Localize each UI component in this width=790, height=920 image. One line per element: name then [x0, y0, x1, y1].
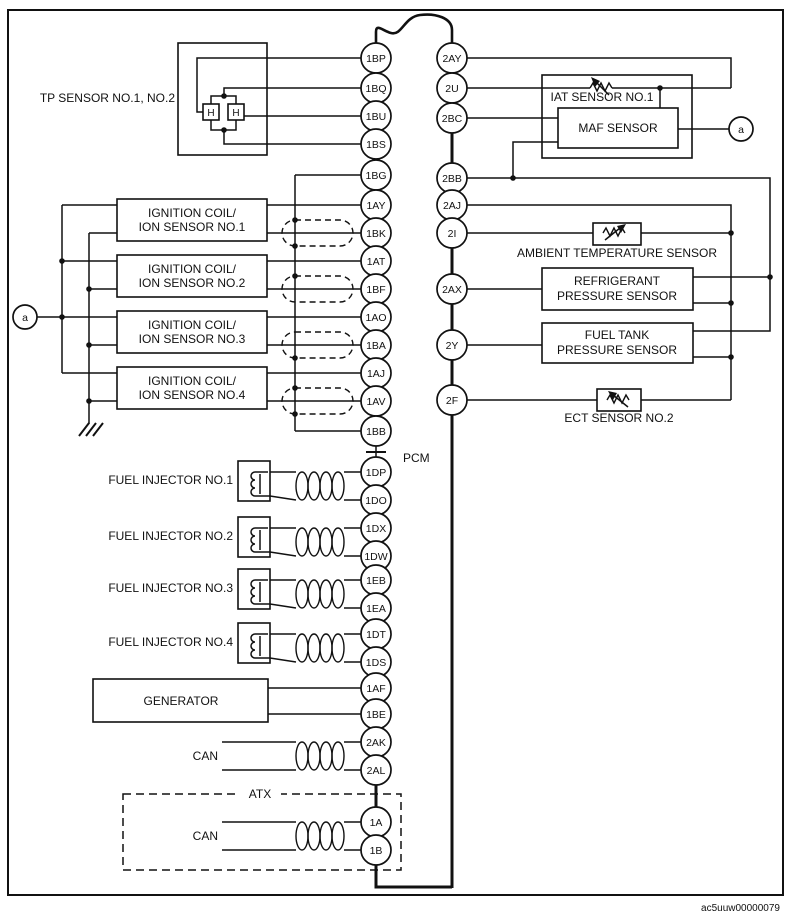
- svg-text:1AY: 1AY: [366, 200, 386, 212]
- ignition-coil-2-line2: ION SENSOR NO.2: [138, 276, 246, 290]
- ignition-coil-1-line2: ION SENSOR NO.1: [138, 220, 246, 234]
- can-wires: [222, 742, 361, 770]
- pin-1bq: [361, 73, 391, 103]
- refrigerant-sensor-line2: PRESSURE SENSOR: [556, 289, 678, 303]
- pcm-left-pins: [361, 43, 391, 785]
- pin-1bb: [361, 416, 391, 446]
- pin-1dx: [361, 513, 391, 543]
- svg-text:1BU: 1BU: [365, 111, 387, 123]
- generator-label: GENERATOR: [143, 694, 219, 708]
- svg-text:1BS: 1BS: [366, 139, 386, 151]
- svg-text:2F: 2F: [445, 395, 459, 407]
- svg-text:2AY: 2AY: [442, 53, 462, 65]
- svg-text:1BA: 1BA: [366, 340, 386, 352]
- pin-1a: [361, 807, 391, 837]
- fuel-tank-sensor-line2: PRESSURE SENSOR: [556, 343, 678, 357]
- ground-symbol: [79, 423, 103, 436]
- pin-1bs: [361, 129, 391, 159]
- svg-text:2Y: 2Y: [445, 340, 459, 352]
- svg-text:1AJ: 1AJ: [366, 368, 386, 380]
- fuel-injector-4-box: [238, 623, 270, 663]
- pin-1dt: [361, 619, 391, 649]
- svg-text:1B: 1B: [369, 845, 383, 857]
- ref-a-left-label: a: [22, 312, 28, 324]
- svg-text:1BK: 1BK: [366, 228, 386, 240]
- svg-text:1AO: 1AO: [365, 312, 387, 324]
- fuel-injector-3-label: FUEL INJECTOR NO.3: [108, 581, 233, 595]
- svg-text:2U: 2U: [445, 83, 459, 95]
- svg-text:1DP: 1DP: [365, 467, 387, 479]
- ref-a-right-label: a: [738, 124, 744, 136]
- ignition-right-wires: [267, 205, 361, 401]
- pin-1eb: [361, 565, 391, 595]
- atx-dashed-box: [123, 794, 401, 870]
- ignition-coil-1-line1: IGNITION COIL/: [147, 206, 237, 220]
- atx-can-label: CAN: [192, 829, 218, 843]
- pin-1ao: [361, 302, 391, 332]
- ignition-coil-4-line2: ION SENSOR NO.4: [138, 388, 246, 402]
- pin-2ax: [437, 274, 467, 304]
- ect-sensor-label: ECT SENSOR NO.2: [564, 411, 674, 425]
- svg-text:1AF: 1AF: [366, 683, 386, 695]
- svg-text:1DX: 1DX: [365, 523, 387, 535]
- pin-1ay: [361, 190, 391, 220]
- svg-text:1EA: 1EA: [366, 603, 386, 615]
- can-twisted-pair: [296, 742, 344, 770]
- fuel-injector-1-box: [238, 461, 270, 501]
- pin-2ak: [361, 727, 391, 757]
- fuel-injector-4-label: FUEL INJECTOR NO.4: [108, 635, 233, 649]
- hall-element-1-label: H: [207, 108, 215, 119]
- svg-text:1BF: 1BF: [366, 284, 386, 296]
- ambient-temp-sensor-label: AMBIENT TEMPERATURE SENSOR: [516, 246, 718, 260]
- pin-1bg: [361, 160, 391, 190]
- pcm-label: PCM: [403, 451, 430, 465]
- maf-sensor-label: MAF SENSOR: [578, 121, 658, 135]
- can-label: CAN: [192, 749, 218, 763]
- svg-text:1DS: 1DS: [365, 657, 387, 669]
- ignition-coil-wiring: [37, 175, 361, 436]
- tp-sensor-label: TP SENSOR NO.1, NO.2: [39, 91, 175, 105]
- svg-text:1BG: 1BG: [365, 170, 387, 182]
- svg-text:2AL: 2AL: [366, 765, 386, 777]
- pin-1b: [361, 835, 391, 865]
- pin-1bf: [361, 274, 391, 304]
- pin-2f: [437, 385, 467, 415]
- pcm-right-pins: [437, 43, 467, 415]
- svg-text:2BC: 2BC: [441, 113, 463, 125]
- atx-pins: [361, 807, 391, 865]
- fuel-injector-2-box: [238, 517, 270, 557]
- hall-element-2-label: H: [232, 108, 240, 119]
- fuel-injectors: [108, 472, 361, 662]
- atx-label: ATX: [248, 787, 272, 801]
- ignition-coil-3-line1: IGNITION COIL/: [147, 318, 237, 332]
- svg-text:1DO: 1DO: [365, 495, 387, 507]
- ignition-coil-3-line2: ION SENSOR NO.3: [138, 332, 246, 346]
- pin-2u: [437, 73, 467, 103]
- fuel-injector-2-label: FUEL INJECTOR NO.2: [108, 529, 233, 543]
- ignition-coil-4-line1: IGNITION COIL/: [147, 374, 237, 388]
- pin-1bp: [361, 43, 391, 73]
- harness-top-curve: [376, 15, 452, 44]
- pin-1aj: [361, 358, 391, 388]
- svg-text:2BB: 2BB: [442, 173, 462, 185]
- pin-1at: [361, 246, 391, 276]
- svg-text:2AK: 2AK: [366, 737, 386, 749]
- pin-1bu: [361, 101, 391, 131]
- svg-text:1AT: 1AT: [366, 256, 386, 268]
- fuel-injector-3-box: [238, 569, 270, 609]
- svg-text:1DT: 1DT: [366, 629, 386, 641]
- svg-text:1A: 1A: [369, 817, 383, 829]
- atx-can-twisted-pair: [296, 822, 344, 850]
- svg-text:2AX: 2AX: [442, 284, 462, 296]
- iat-sensor-label: IAT SENSOR NO.1: [550, 90, 654, 104]
- svg-text:1AV: 1AV: [366, 396, 386, 408]
- pin-1do: [361, 485, 391, 515]
- figure-code: ac5uuw00000079: [701, 903, 780, 914]
- refrigerant-sensor-line1: REFRIGERANT: [573, 274, 661, 288]
- fuel-injector-1-label: FUEL INJECTOR NO.1: [108, 473, 233, 487]
- pin-2bc: [437, 103, 467, 133]
- svg-text:1EB: 1EB: [366, 575, 386, 587]
- pin-1av: [361, 386, 391, 416]
- generator-wires: [268, 688, 361, 714]
- svg-text:1BB: 1BB: [366, 426, 386, 438]
- fuel-tank-sensor-line1: FUEL TANK: [584, 328, 650, 342]
- pin-2i: [437, 218, 467, 248]
- pin-2aj: [437, 190, 467, 220]
- can-bus: [193, 742, 361, 770]
- shield-drain-bus: [295, 175, 361, 431]
- injector-twisted-pairs: [296, 472, 344, 662]
- pin-1bk: [361, 218, 391, 248]
- pin-1ba: [361, 330, 391, 360]
- pin-2al: [361, 755, 391, 785]
- tp-sensor-box: [178, 43, 267, 155]
- ignition-coil-2-line1: IGNITION COIL/: [147, 262, 237, 276]
- atx-module: [123, 786, 401, 870]
- pin-2bb: [437, 163, 467, 193]
- svg-text:1BE: 1BE: [366, 709, 386, 721]
- pin-1be: [361, 699, 391, 729]
- pin-2y: [437, 330, 467, 360]
- svg-text:2I: 2I: [447, 228, 457, 240]
- pin-2ay: [437, 43, 467, 73]
- svg-text:2AJ: 2AJ: [442, 200, 462, 212]
- svg-text:1BQ: 1BQ: [365, 83, 387, 95]
- svg-text:1BP: 1BP: [366, 53, 386, 65]
- atx-can-wires: [222, 822, 361, 850]
- pin-1dp: [361, 457, 391, 487]
- svg-text:1DW: 1DW: [364, 551, 388, 563]
